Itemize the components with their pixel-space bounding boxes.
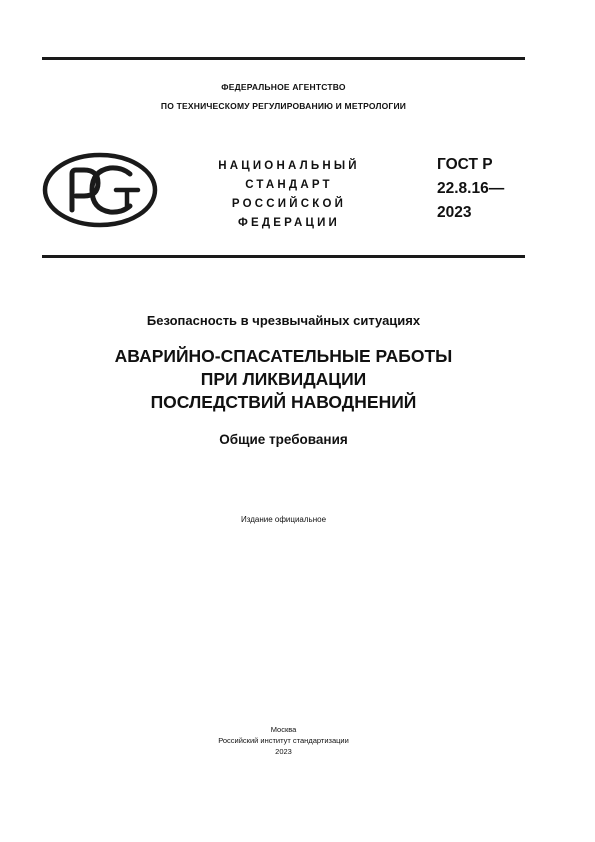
standard-type-line: ФЕДЕРАЦИИ <box>237 217 341 229</box>
designation-line: 22.8.16— <box>437 180 505 197</box>
agency-name-line1: ФЕДЕРАЛЬНОЕ АГЕНТСТВО <box>221 82 346 92</box>
main-title <box>42 345 525 414</box>
standard-designation <box>437 153 504 225</box>
agency-name-line2: ПО ТЕХНИЧЕСКОМУ РЕГУЛИРОВАНИЮ И МЕТРОЛОГИИ <box>160 101 407 111</box>
series-title: Безопасность в чрезвычайных ситуациях <box>146 313 421 328</box>
standard-type-line: СТАНДАРТ <box>245 179 333 191</box>
designation-line: 2023 <box>437 204 472 221</box>
top-rule <box>42 57 525 60</box>
gost-r-certification-mark-icon <box>42 152 158 228</box>
middle-rule <box>42 255 525 258</box>
standard-type-line: РОССИЙСКОЙ <box>231 198 347 210</box>
main-title-line: ПОСЛЕДСТВИЙ НАВОДНЕНИЙ <box>150 392 417 412</box>
standard-type-line: НАЦИОНАЛЬНЫЙ <box>218 160 360 172</box>
main-title-line: АВАРИЙНО-СПАСАТЕЛЬНЫЕ РАБОТЫ <box>114 346 453 366</box>
imprint <box>42 724 525 757</box>
standard-type <box>196 157 382 233</box>
subtitle: Общие требования <box>219 432 348 447</box>
imprint-year: 2023 <box>275 747 292 756</box>
imprint-publisher: Российский институт стандартизации <box>218 736 349 745</box>
main-title-line: ПРИ ЛИКВИДАЦИИ <box>200 369 367 389</box>
edition-note: Издание официальное <box>240 515 327 524</box>
imprint-city: Москва <box>270 725 297 734</box>
designation-line: ГОСТ Р <box>437 156 493 173</box>
